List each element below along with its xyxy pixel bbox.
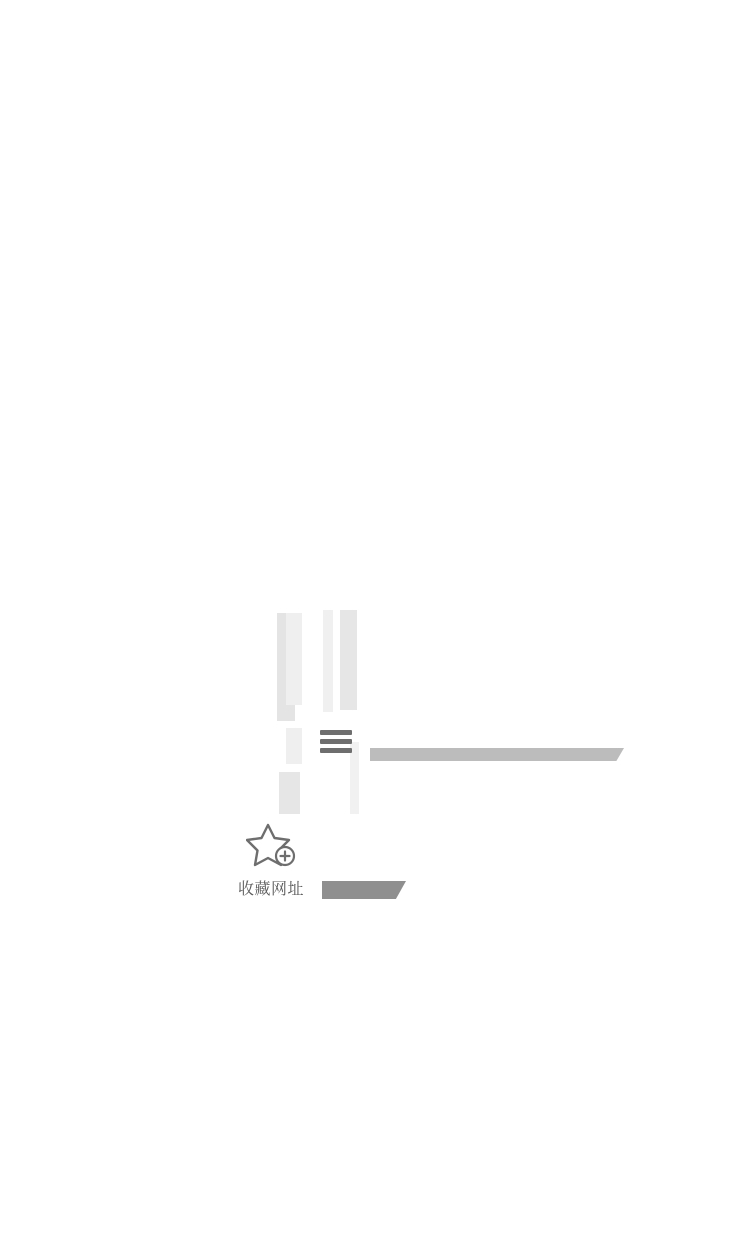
placeholder-bar-2	[286, 613, 302, 705]
placeholder-bar-6	[279, 772, 300, 814]
placeholder-bar-5	[286, 728, 302, 764]
hamburger-line-1	[320, 730, 352, 735]
hamburger-line-2	[320, 739, 352, 744]
hamburger-line-3	[320, 748, 352, 753]
placeholder-bar-3	[323, 610, 333, 712]
placeholder-text-line-primary	[370, 748, 624, 761]
star-plus-icon[interactable]	[246, 822, 302, 870]
placeholder-bar-4	[340, 610, 357, 710]
placeholder-label-slab	[322, 881, 406, 899]
hamburger-menu-icon[interactable]	[320, 730, 352, 760]
favorite-label: 收藏网址	[238, 881, 305, 898]
